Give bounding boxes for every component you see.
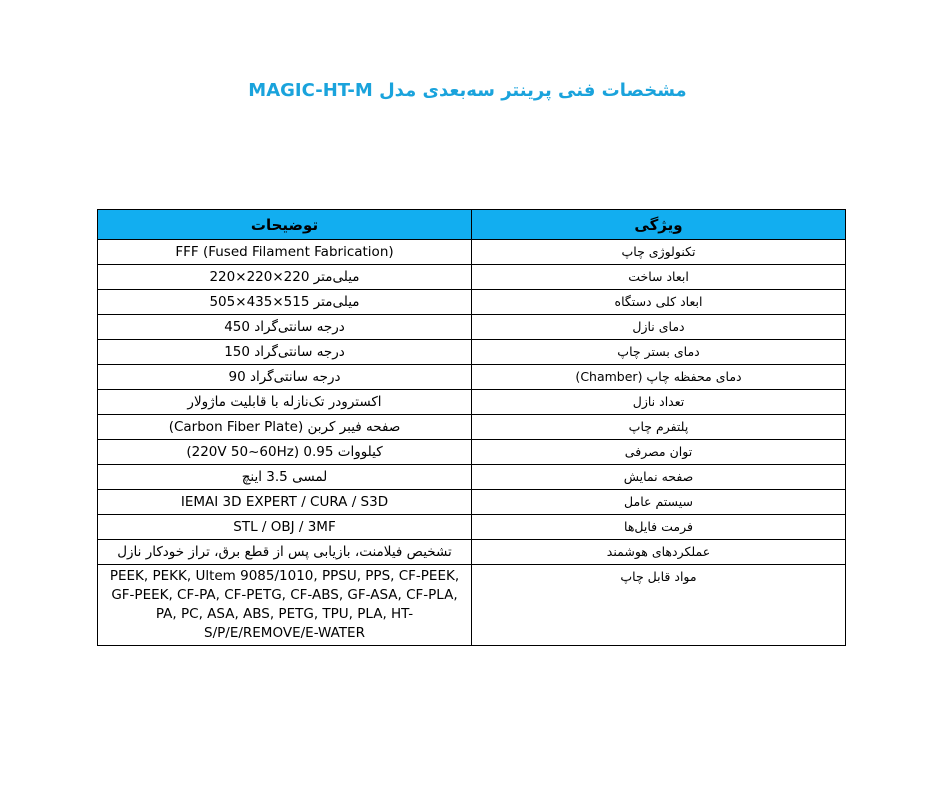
row-description: IEMAI 3D EXPERT / CURA / S3D xyxy=(98,490,472,515)
row-description: میلی‌متر 220×220×220 xyxy=(98,265,472,290)
table-row xyxy=(98,315,846,340)
specs-table xyxy=(97,209,846,646)
table-row xyxy=(98,290,846,315)
row-feature: عملکردهای هوشمند xyxy=(472,540,846,565)
table-row xyxy=(98,365,846,390)
row-description: درجه سانتی‌گراد 90 xyxy=(98,365,472,390)
row-feature: توان مصرفی xyxy=(472,440,846,465)
row-description: FFF (Fused Filament Fabrication) xyxy=(98,240,472,265)
table-row xyxy=(98,390,846,415)
header-description: توضیحات xyxy=(98,210,472,240)
row-description: STL / OBJ / 3MF xyxy=(98,515,472,540)
row-feature: تکنولوژی چاپ xyxy=(472,240,846,265)
table-row xyxy=(98,265,846,290)
table-row xyxy=(98,540,846,565)
row-description: درجه سانتی‌گراد 150 xyxy=(98,340,472,365)
row-description: درجه سانتی‌گراد 450 xyxy=(98,315,472,340)
row-feature: ابعاد ساخت xyxy=(472,265,846,290)
table-row xyxy=(98,340,846,365)
row-description: میلی‌متر 515×435×505 xyxy=(98,290,472,315)
page-title: مشخصات فنی پرینتر سه‌بعدی مدل MAGIC-HT-M xyxy=(248,80,687,101)
table-row xyxy=(98,565,846,646)
table-row xyxy=(98,440,846,465)
row-description: لمسی 3.5 اینچ xyxy=(98,465,472,490)
row-description: PEEK, PEKK, Ultem 9085/1010, PPSU, PPS, CF-PEEK, GF-PEEK, CF-PA, CF-PETG, CF-ABS, GF-ASA, CF-PLA, PA, PC, ASA, ABS, PETG, TPU, PLA, HT-S/P/E/REMOVE/E-WATER xyxy=(98,565,472,646)
table-header-row xyxy=(98,210,846,240)
row-feature: دمای نازل xyxy=(472,315,846,340)
table-row xyxy=(98,240,846,265)
header-feature: ویژگی xyxy=(472,210,846,240)
table-row xyxy=(98,490,846,515)
row-description: صفحه فیبر کربن (Carbon Fiber Plate) xyxy=(98,415,472,440)
row-feature: سیستم عامل xyxy=(472,490,846,515)
row-description: کیلووات 0.95 (220V 50~60Hz) xyxy=(98,440,472,465)
row-feature: فرمت فایل‌ها xyxy=(472,515,846,540)
table-row xyxy=(98,465,846,490)
row-feature: دمای بستر چاپ xyxy=(472,340,846,365)
table-row xyxy=(98,515,846,540)
row-description: اکسترودر تک‌نازله با قابلیت ماژولار xyxy=(98,390,472,415)
row-description: تشخیص فیلامنت، بازیابی پس از قطع برق، تراز خودکار نازل xyxy=(98,540,472,565)
row-feature: دمای محفظه چاپ (Chamber) xyxy=(472,365,846,390)
table-row xyxy=(98,415,846,440)
row-feature: پلتفرم چاپ xyxy=(472,415,846,440)
row-feature: ابعاد کلی دستگاه xyxy=(472,290,846,315)
row-feature: مواد قابل چاپ xyxy=(472,565,846,646)
row-feature: صفحه نمایش xyxy=(472,465,846,490)
row-feature: تعداد نازل xyxy=(472,390,846,415)
